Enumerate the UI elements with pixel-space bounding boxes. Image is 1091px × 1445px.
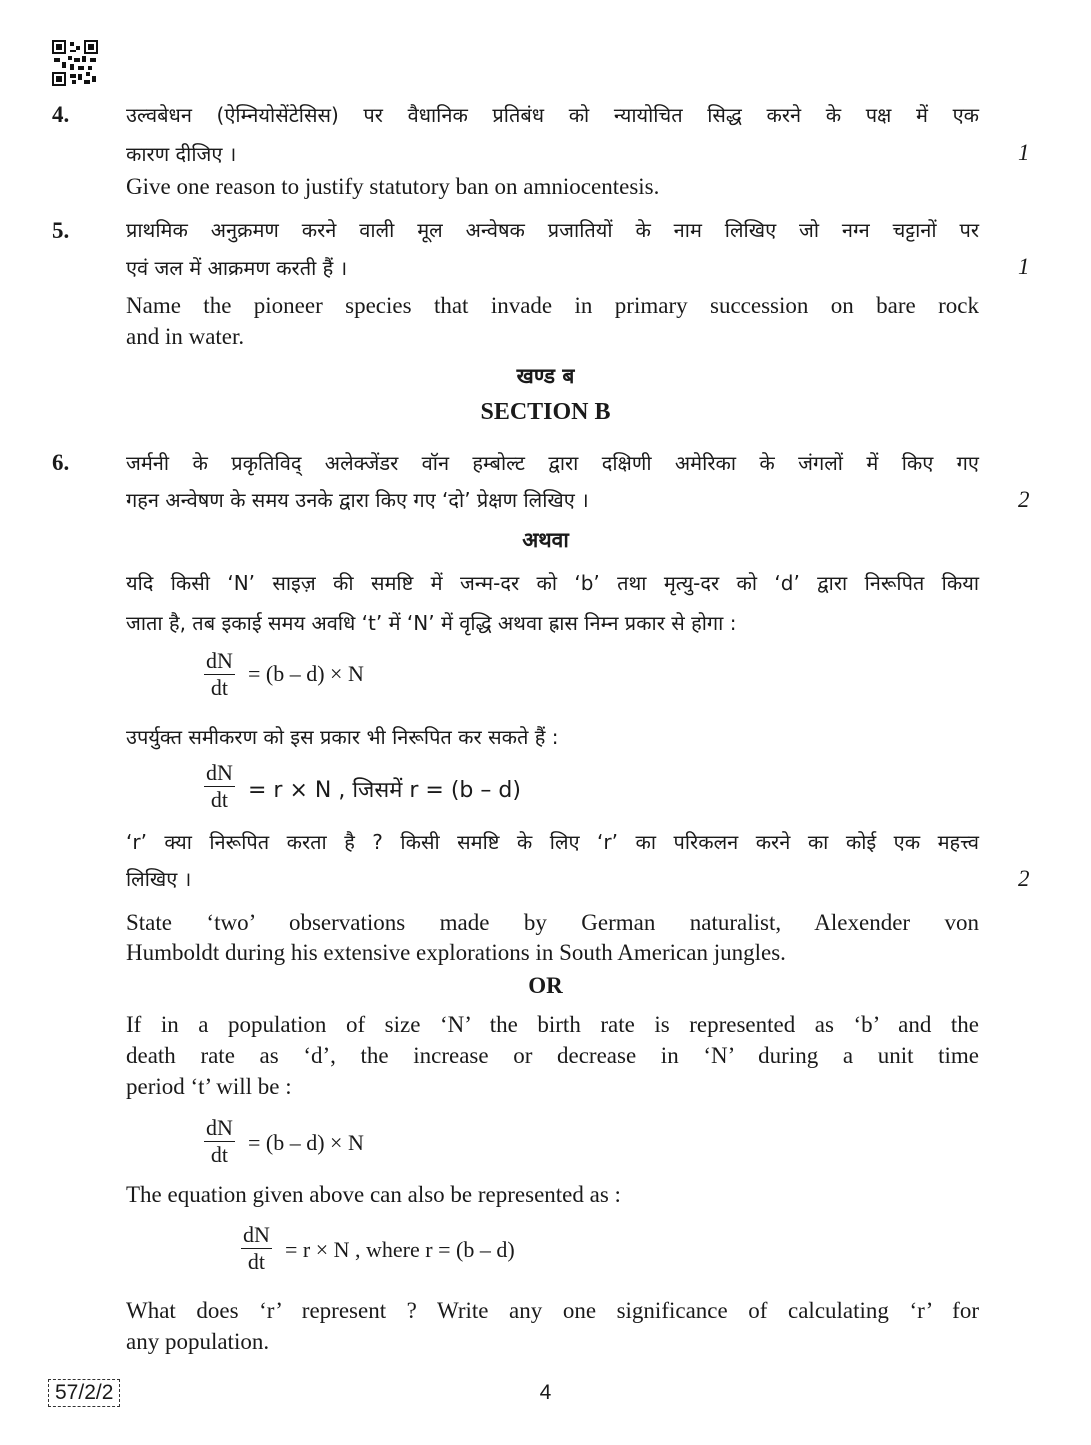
question-text-english: State ‘two’ observations made by German naturalist, Alexender von bbox=[126, 910, 979, 935]
fraction-denominator: dt bbox=[210, 1142, 228, 1167]
question-text-english: The equation given above can also be represented as : bbox=[126, 1182, 621, 1207]
question-text-hindi: उपर्युक्त समीकरण को इस प्रकार भी निरूपित कर सकते हैं : bbox=[126, 725, 559, 749]
qr-code-icon bbox=[52, 40, 98, 86]
equation-fraction bbox=[204, 760, 235, 813]
question-text-hindi: गहन अन्वेषण के समय उनके द्वारा किए गए ‘दो’ प्रेक्षण लिखिए । bbox=[126, 488, 589, 512]
question-text-hindi: एवं जल में आक्रमण करती हैं । bbox=[126, 256, 348, 280]
equation-rhs: = r × N , जिसमें r = (b – d) bbox=[248, 778, 521, 803]
question-text-english: What does ‘r’ represent ? Write any one significance of calculating ‘r’ for bbox=[126, 1298, 979, 1323]
fraction-numerator: dN bbox=[206, 648, 233, 673]
fraction-denominator: dt bbox=[247, 1249, 265, 1274]
question-text-hindi: यदि किसी ‘N’ साइज़ की समष्टि में जन्म-दर को ‘b’ तथा मृत्यु-दर को ‘d’ द्वारा निरूपित किया bbox=[126, 571, 979, 595]
fraction-denominator: dt bbox=[210, 787, 228, 812]
question-number: 6. bbox=[52, 450, 70, 475]
marks: 2 bbox=[1018, 866, 1030, 891]
question-text-english: If in a population of size ‘N’ the birth rate is represented as ‘b’ and the bbox=[126, 1012, 979, 1037]
fraction-numerator: dN bbox=[243, 1222, 270, 1247]
marks: 2 bbox=[1018, 487, 1030, 512]
equation-fraction bbox=[204, 1115, 235, 1168]
marks: 1 bbox=[1018, 254, 1030, 279]
question-text-hindi: प्राथमिक अनुक्रमण करने वाली मूल अन्वेषक प्रजातियों के नाम लिखिए जो नग्न चट्टानों पर bbox=[126, 218, 979, 242]
question-text-hindi: लिखिए । bbox=[126, 867, 192, 891]
question-text-hindi: जर्मनी के प्रकृतिविद् अलेक्जेंडर वॉन हम्बोल्ट द्वारा दक्षिणी अमेरिका के जंगलों में किए गए bbox=[126, 451, 979, 475]
question-text-english: Name the pioneer species that invade in primary succession on bare rock bbox=[126, 293, 979, 318]
question-text-hindi: जाता है, तब इकाई समय अवधि ‘t’ में ‘N’ में वृद्धि अथवा ह्रास निम्न प्रकार से होगा : bbox=[126, 611, 737, 635]
equation-fraction bbox=[241, 1222, 272, 1275]
question-text-english: Give one reason to justify statutory ban on amniocentesis. bbox=[126, 174, 660, 199]
question-text-english: period ‘t’ will be : bbox=[126, 1074, 292, 1099]
question-number: 4. bbox=[52, 102, 70, 127]
question-text-english: death rate as ‘d’, the increase or decrease in ‘N’ during a unit time bbox=[126, 1043, 979, 1068]
equation-fraction bbox=[204, 648, 235, 701]
section-heading-hindi: खण्ड ब bbox=[516, 364, 575, 388]
page-number: 4 bbox=[539, 1381, 552, 1404]
or-divider-hindi: अथवा bbox=[522, 528, 569, 552]
fraction-denominator: dt bbox=[210, 675, 228, 700]
marks: 1 bbox=[1018, 140, 1030, 165]
equation-rhs: = r × N , where r = (b – d) bbox=[285, 1237, 515, 1262]
question-text-hindi: कारण दीजिए । bbox=[126, 142, 237, 166]
equation-rhs: = (b – d) × N bbox=[248, 661, 364, 686]
question-text-english: and in water. bbox=[126, 324, 245, 349]
fraction-numerator: dN bbox=[206, 760, 233, 785]
or-divider-english: OR bbox=[528, 973, 563, 998]
question-text-english: Humboldt during his extensive explorations in South American jungles. bbox=[126, 940, 786, 965]
equation-rhs: = (b – d) × N bbox=[248, 1130, 364, 1155]
section-heading-english: SECTION B bbox=[480, 399, 611, 425]
paper-code: 57/2/2 bbox=[48, 1379, 120, 1407]
question-text-english: any population. bbox=[126, 1329, 270, 1354]
question-number: 5. bbox=[52, 218, 70, 243]
question-text-hindi: ‘r’ क्या निरूपित करता है ? किसी समष्टि के लिए ‘r’ का परिकलन करने का कोई एक महत्त्व bbox=[126, 830, 979, 854]
fraction-numerator: dN bbox=[206, 1115, 233, 1140]
question-text-hindi: उल्वबेधन (ऐम्नियोसेंटेसिस) पर वैधानिक प्रतिबंध को न्यायोचित सिद्ध करने के पक्ष में एक bbox=[126, 103, 979, 127]
